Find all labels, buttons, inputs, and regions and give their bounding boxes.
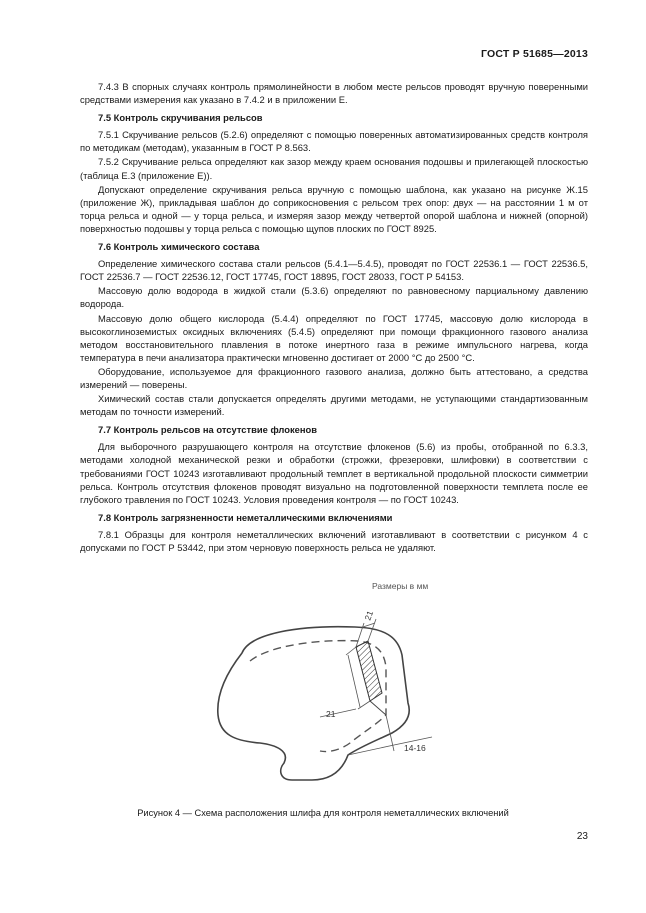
figure-rail-section <box>180 575 480 790</box>
paragraph: Оборудование, используемое для фракционного газового анализа, должно быть аттестовано, а средства измерений — поверены. <box>80 365 588 390</box>
page-number: 23 <box>576 831 588 842</box>
rail-outline <box>218 627 409 780</box>
section-heading: 7.6 Контроль химического состава <box>98 241 260 253</box>
figure-caption: Рисунок 4 — Схема расположения шлифа для контроля неметаллических включений <box>137 808 509 818</box>
paragraph: Массовую долю водорода в жидкой стали (5.3.6) определяют по равновесному парциальному давлению водорода. <box>80 285 588 310</box>
dim-bottom-label: 14-16 <box>404 743 426 753</box>
paragraph: Определение химического состава стали рельсов (5.4.1—5.4.5), проводят по ГОСТ 22536.1 — ГОСТ 22536.5, ГОСТ 22536.7 — ГОСТ 22536.12, ГОСТ 17745, ГОСТ 18895, ГОСТ 28033, ГОСТ Р 54153. <box>80 258 588 283</box>
paragraph: Массовую долю общего кислорода (5.4.4) определяют по ГОСТ 17745, массовую долю кислорода в высокоглиноземистых оксидных включениях (5.4.5) определяют при помощи фракционного газового анализа методом восстановительного плавления в потоке инертного газа в режиме импульсного нагрева, когда температура в печи анализатора практически мгновенно достигает от 2000 °С до 2500 °С. <box>80 312 588 363</box>
section-heading: 7.5 Контроль скручивания рельсов <box>98 112 263 124</box>
paragraph: 7.4.3 В спорных случаях контроль прямолинейности в любом месте рельсов проводят вручную поверенными средствами измерения как указано в 7.4.2 и в приложении Е. <box>80 81 588 106</box>
paragraph: Химический состав стали допускается определять другими методами, не уступающими стандартизованным методам по точности измерений. <box>80 393 588 418</box>
section-heading: 7.7 Контроль рельсов на отсутствие флокенов <box>98 424 318 436</box>
dim-side-label: 21 <box>326 709 336 719</box>
document-body <box>80 80 588 555</box>
paragraph: Для выборочного разрушающего контроля на отсутствие флокенов (5.6) из пробы, отобранной по 6.3.3, методами холодной механической резки и обработки (строжки, фрезеровки, шлифовки) в соответствии с требованиями ГОСТ 10243 изготавливают продольный темплет в вертикальной продольной плоскости симметрии рельса. Контроль отсутствия флокенов проводят визуально на подготовленной поверхности темплета после ее глубокого травления по ГОСТ 10243. Условия проведения контроля — по ГОСТ 10243. <box>80 441 588 505</box>
section-heading: 7.8 Контроль загрязненности неметаллическими включениями <box>98 511 393 523</box>
paragraph: 7.5.2 Скручивание рельса определяют как зазор между краем основания подошвы и прилегающей плоскостью (таблица Е.3 (приложение Е)). <box>80 156 588 181</box>
paragraph: Допускают определение скручивания рельса вручную с помощью шаблона, как указано на рисунке Ж.15 (приложение Ж), прикладывая шаблон до соприкосновения с рельсом трех опор: двух — на расстоянии 1 м от торца рельса и одной — у торца рельса, и измеряя зазор между четвертой опорой шаблона и нижней (опорной) поверхностью подошвы у торца рельса с помощью щупов плоских по ГОСТ 8925. <box>80 183 588 234</box>
dim-top-label: 21 <box>362 609 376 622</box>
rail-section-drawing <box>180 575 480 790</box>
sample-hatched <box>356 641 382 701</box>
paragraph: 7.8.1 Образцы для контроля неметаллических включений изготавливают в соответствии с рисунком 4 с допусками по ГОСТ Р 53442, при этом черновую поверхность рельса не удаляют. <box>80 528 588 553</box>
paragraph: 7.5.1 Скручивание рельсов (5.2.6) определяют с помощью поверенных автоматизированных средств контроля по методикам (методам), указанным в ГОСТ Р 8.563. <box>80 129 588 154</box>
figure-units-label: Размеры в мм <box>372 581 429 591</box>
standard-header: ГОСТ Р 51685—2013 <box>480 48 588 60</box>
